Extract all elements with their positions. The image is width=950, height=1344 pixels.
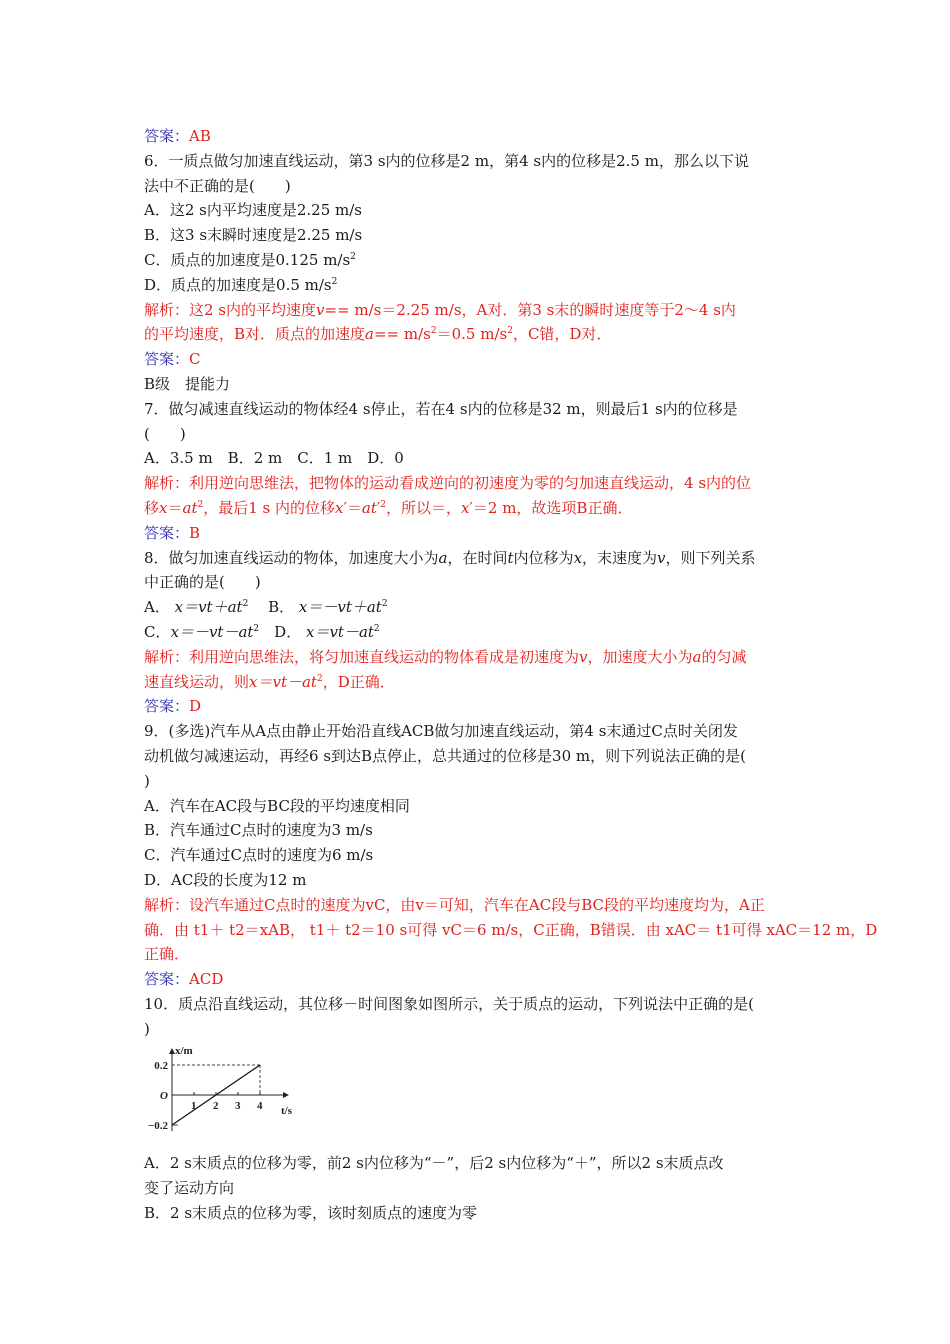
- y-axis-label: x/m: [175, 1045, 193, 1058]
- q9-explanation-line3: 正确．: [144, 945, 190, 964]
- q9-explanation-line1: 解析：设汽车通过C点时的速度为vC，由v＝可知，汽车在AC段与BC段的平均速度均为，A正: [144, 895, 765, 914]
- q6-stem-line1: 6．一质点做匀加速直线运动，第3 s内的位移是2 m，第4 s内的位移是2.5 m，那么以下说: [144, 151, 749, 170]
- q8-options-cd: C．$x=-vt-at^2$ D． $x=vt-at^2$: [144, 622, 380, 641]
- answer-5: 答案：AB: [144, 127, 211, 145]
- answer-8: 答案：D: [144, 697, 202, 716]
- y-tick-label: 0.2: [154, 1060, 168, 1073]
- q7-explanation-line1: 解析：利用逆向思维法，把物体的运动看成逆向的初速度为零的匀加速直线运动，4 s内的位: [144, 474, 752, 493]
- section-heading: B级 提能力: [144, 374, 231, 393]
- q10-option-a-line2: 变了运动方向: [144, 1179, 235, 1198]
- x-axis-label: t/s: [281, 1105, 292, 1118]
- y-tick-label: O: [160, 1090, 168, 1103]
- q9-stem-line2: 动机做匀减速运动，再经6 s到达B点停止，总共通过的位移是30 m，则下列说法正确的是(: [144, 746, 746, 765]
- q6-option-b: B．这3 s末瞬时速度是2.25 m/s: [144, 226, 363, 245]
- q7-stem-line1: 7．做匀减速直线运动的物体经4 s停止，若在4 s内的位移是32 m，则最后1 s内的位移是: [144, 399, 738, 418]
- q6-explanation-line2: 的平均速度，B对．质点的加速度$a== m/s^2=0.5$ $m/s^2$，C错，D对．: [144, 325, 612, 344]
- y-tick-label: −0.2: [147, 1120, 168, 1133]
- q8-explanation-line1: 解析：利用逆向思维法，将匀加速直线运动的物体看成是初速度为v，加速度大小为a的匀减: [144, 647, 747, 666]
- q9-stem-line1: 9．(多选)汽车从A点由静止开始沿直线ACB做匀加速直线运动，第4 s末通过C点时关闭发: [144, 722, 738, 741]
- q10-stem-line2: ): [144, 1019, 150, 1038]
- q6-explanation-line1: 解析：这2 s内的平均速度v== m/s＝2.25 m/s，A对．第3 s末的瞬时速度等于2～4 s内: [144, 300, 736, 319]
- position-time-graph: [144, 1045, 808, 1137]
- x-axis-arrow: [283, 1092, 289, 1098]
- x-tick-label: 4: [257, 1100, 263, 1113]
- q9-option-b: B．汽车通过C点时的速度为3 m/s: [144, 821, 373, 840]
- q9-stem-line3: ): [144, 771, 150, 790]
- q7-explanation-line2: 移$x=at^2$，最后1 s 内的位移$x'=at'^2$，所以＝，x′＝2 m，故选项B正确．: [144, 498, 633, 517]
- document-page: [144, 124, 878, 1226]
- q10-stem-line1: 10．质点沿直线运动，其位移－时间图象如图所示，关于质点的运动，下列说法中正确的是(: [144, 994, 754, 1013]
- x-tick-label: 3: [235, 1100, 241, 1113]
- q8-stem-line1: 8．做匀加速直线运动的物体，加速度大小为a，在时间t内位移为x，末速度为v，则下列关系: [144, 548, 756, 567]
- q6-option-c: C．质点的加速度是0.125 $m/s^2$: [144, 250, 356, 269]
- q10-option-a-line1: A．2 s末质点的位移为零，前2 s内位移为“－”，后2 s内位移为“＋”，所以2 s末质点改: [144, 1154, 724, 1173]
- answer-6: 答案：C: [144, 350, 201, 369]
- answer-9: 答案：ACD: [144, 970, 224, 989]
- q6-option-a: A．这2 s内平均速度是2.25 m/s: [144, 201, 362, 220]
- q9-option-d: D．AC段的长度为12 m: [144, 870, 307, 889]
- q8-explanation-line2: 速直线运动，则$x=vt-at^2$，D正确．: [144, 672, 395, 691]
- xt-graph-svg: [144, 1045, 304, 1137]
- q9-explanation-line2: 确．由 t1＋ t2＝xAB， t1＋ t2＝10 s可得 vC＝6 m/s，C正确，B错误．由 xAC＝ t1可得 xAC＝12 m，D: [144, 920, 878, 939]
- q6-stem-line2: 法中不正确的是( ): [144, 176, 291, 195]
- q6-option-d: D．质点的加速度是0.5 $m/s^2$: [144, 275, 338, 294]
- q9-option-c: C．汽车通过C点时的速度为6 m/s: [144, 846, 374, 865]
- q8-options-ab: A． $x=vt+at^2$ B． $x=-vt+at^2$: [144, 598, 388, 617]
- q7-stem-line2: ( ): [144, 424, 186, 443]
- x-tick-label: 1: [191, 1100, 197, 1113]
- answer-7: 答案：B: [144, 523, 201, 542]
- q8-stem-line2: 中正确的是( ): [144, 573, 261, 592]
- q9-option-a: A．汽车在AC段与BC段的平均速度相同: [144, 796, 410, 815]
- q10-option-b: B．2 s末质点的位移为零，该时刻质点的速度为零: [144, 1204, 478, 1223]
- q7-options: A．3.5 m B．2 m C．1 m D．0: [144, 449, 404, 468]
- x-tick-label: 2: [213, 1100, 219, 1113]
